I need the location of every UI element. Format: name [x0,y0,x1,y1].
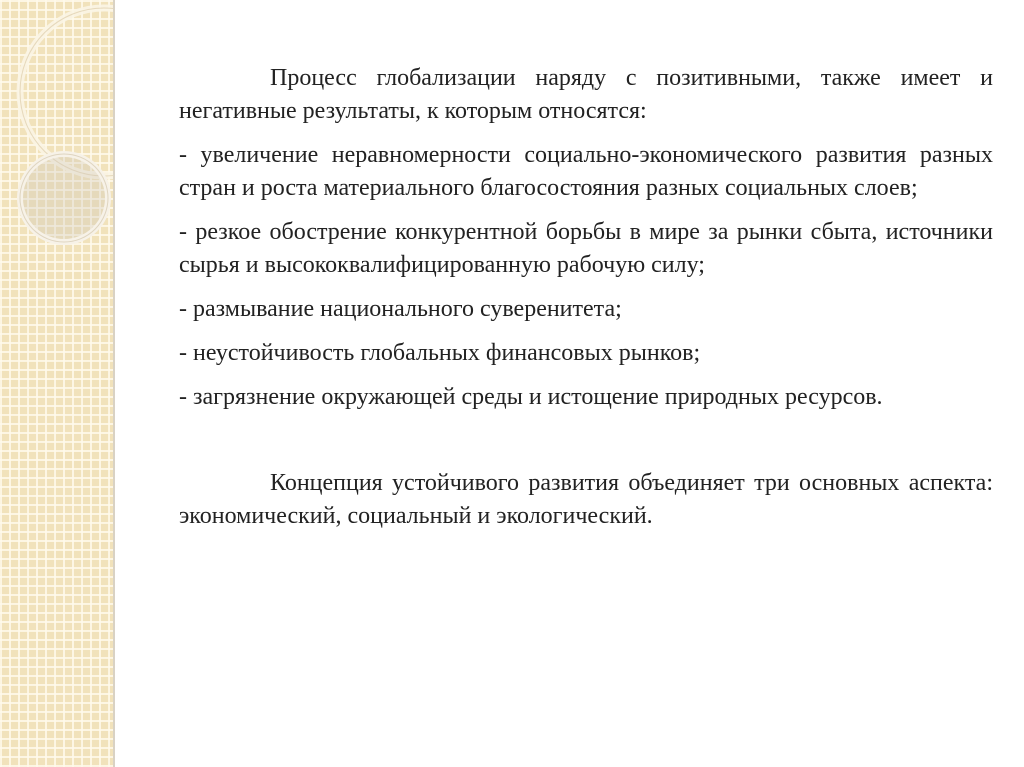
list-item: - резкое обострение конкурентной борьбы в мире за рынки сбыта, источники сырья и высококвалифицированную рабочую силу; [179,219,993,278]
ring-ornament-icon [0,0,113,767]
list-item: - неустойчивость глобальных финансовых рынков; [179,340,701,366]
list-item: - размывание национального суверенитета; [179,296,622,322]
conclusion-paragraph: Концепция устойчивого развития объединяет три основных аспекта: экономический, социальный и экологический. [179,470,993,529]
strip-divider [113,0,115,767]
decorative-side-strip [0,0,113,767]
intro-paragraph: Процесс глобализации наряду с позитивными, также имеет и негативные результаты, к которым относятся: [179,65,993,124]
list-item: - увеличение неравномерности социально-экономического развития разных стран и роста материального благосостояния разных социальных слоев; [179,142,993,201]
list-item: - загрязнение окружающей среды и истощение природных ресурсов. [179,384,883,410]
slide-content [179,62,993,544]
